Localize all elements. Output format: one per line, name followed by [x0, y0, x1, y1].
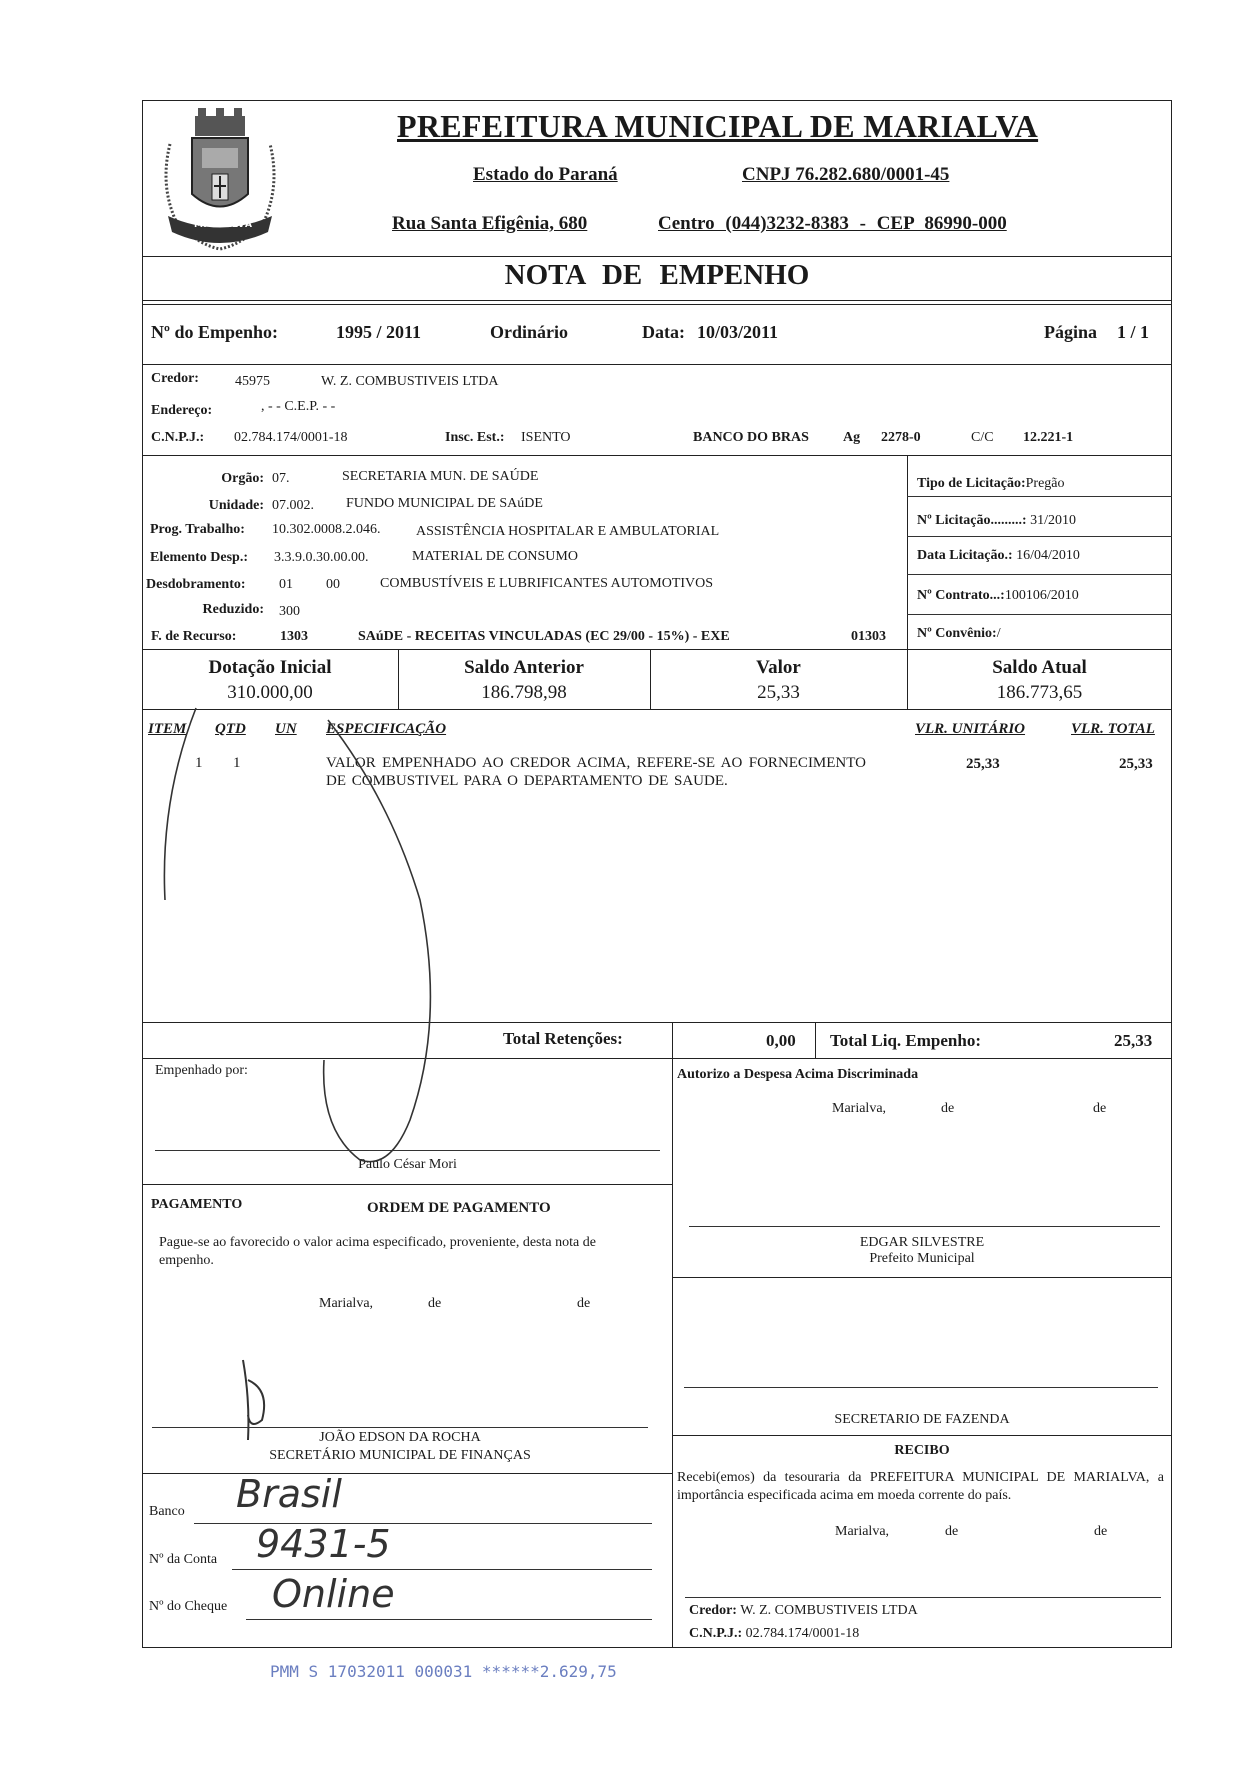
- pagamento-de-1: de: [428, 1296, 442, 1311]
- banco-label: Banco: [149, 1504, 185, 1519]
- col-header-vlr-total: VLR. TOTAL: [1071, 721, 1155, 737]
- street-label: Rua Santa Efigênia, 680: [392, 213, 588, 234]
- unidade-code: 07.002.: [272, 498, 314, 513]
- col-header-item: ITEM: [148, 721, 187, 737]
- recurso-code2: 01303: [851, 629, 886, 644]
- conta-label: Nº da Conta: [149, 1552, 218, 1567]
- licitacao-tipo-label: Tipo de Licitação:: [917, 476, 1026, 491]
- convenio: [917, 626, 1001, 642]
- autorizo-label: Autorizo a Despesa Acima Discriminada: [677, 1067, 919, 1082]
- crest-banner-text: MARIALVA: [194, 220, 253, 230]
- municipal-crest: [150, 104, 290, 254]
- saldo-anterior-value: 186.798,98: [481, 682, 567, 703]
- convenio-label: Nº Convênio:: [917, 626, 997, 641]
- recibo-de-1: de: [945, 1524, 959, 1539]
- reduzido-label: Reduzido:: [202, 602, 264, 617]
- col-header-un: UN: [275, 721, 297, 737]
- pagamento-label: PAGAMENTO: [151, 1197, 243, 1212]
- desdobramento-code1: 01: [279, 577, 293, 592]
- pagamento-de-2: de: [577, 1296, 591, 1311]
- recurso-code: 1303: [280, 629, 308, 644]
- elemento-label: Elemento Desp.:: [150, 550, 248, 565]
- orgao-name: SECRETARIA MUN. DE SAÚDE: [342, 469, 539, 484]
- orgao-code: 07.: [272, 471, 290, 486]
- empenho-label: Nº do Empenho:: [151, 322, 278, 342]
- cnpj-field-value: 02.784.174/0001-18: [234, 430, 348, 445]
- dotacao-inicial-label: Dotação Inicial: [208, 657, 332, 678]
- document-title: NOTA DE EMPENHO: [504, 259, 810, 291]
- agency-value: 2278-0: [881, 430, 921, 445]
- payment-stamp: PMM S 17032011 000031 ******2.629,75: [270, 1662, 617, 1681]
- convenio-value: /: [996, 626, 1001, 641]
- licitacao-numero-value: 31/2010: [1030, 513, 1076, 528]
- elemento-code: 3.3.9.0.30.00.00.: [274, 550, 369, 565]
- address-label: Centro (044)3232-8383 - CEP 86990-000: [658, 213, 1007, 234]
- licitacao-data-value: 16/04/2010: [1016, 548, 1080, 563]
- col-header-qtd: QTD: [215, 721, 246, 737]
- cheque-handwritten: Online: [272, 1572, 395, 1616]
- agency-label: Ag: [843, 430, 861, 445]
- recibo-title: RECIBO: [894, 1443, 950, 1458]
- prefeito-cargo: Prefeito Municipal: [869, 1251, 975, 1266]
- recibo-texto: Recebi(emos) da tesouraria da PREFEITURA MUNICIPAL DE MARIALVA, a importância especificada acima em moeda corrente do país.: [677, 1470, 1164, 1503]
- empenho-type: Ordinário: [490, 322, 569, 342]
- recurso-label: F. de Recurso:: [151, 629, 237, 644]
- prog-label: Prog. Trabalho:: [150, 522, 245, 537]
- recibo-de-2: de: [1094, 1524, 1108, 1539]
- prefeito-nome: EDGAR SILVESTRE: [859, 1235, 985, 1250]
- autorizo-city: Marialva,: [832, 1101, 887, 1116]
- liquido-label: Total Liq. Empenho:: [830, 1031, 981, 1050]
- valor-label: Valor: [756, 657, 801, 678]
- empenhado-por-nome: Paulo César Mori: [358, 1157, 457, 1172]
- item-especificacao: VALOR EMPENHADO AO CREDOR ACIMA, REFERE-SE AO FORNECIMENTO DE COMBUSTIVEL PARA O DEPARTAMENTO DE SAUDE.: [326, 755, 866, 789]
- retencoes-label: Total Retenções:: [503, 1029, 623, 1048]
- col-header-especificacao: ESPECIFICAÇÃO: [326, 721, 447, 737]
- bank-label: BANCO DO BRAS: [693, 430, 809, 445]
- recibo-cnpj-label: C.N.P.J.:: [689, 1626, 743, 1641]
- desdobramento-label: Desdobramento:: [146, 577, 246, 592]
- banco-handwritten: Brasil: [236, 1472, 342, 1516]
- elemento-name: MATERIAL DE CONSUMO: [412, 549, 578, 564]
- recibo-credor: [689, 1603, 918, 1619]
- retencoes-value: 0,00: [766, 1031, 796, 1050]
- licitacao-numero-label: Nº Licitação.........:: [917, 513, 1027, 528]
- contrato: [917, 588, 1079, 604]
- cheque-label: Nº do Cheque: [149, 1599, 228, 1614]
- contrato-label: Nº Contrato...:: [917, 588, 1005, 603]
- page-number: 1 / 1: [1117, 322, 1150, 342]
- item-qtd: 1: [233, 755, 241, 771]
- address-field-value: , - - C.E.P. - -: [261, 399, 336, 414]
- licitacao-tipo: [917, 476, 1065, 492]
- state-label: Estado do Paraná: [473, 164, 618, 185]
- recibo-cnpj-value: 02.784.174/0001-18: [745, 1626, 860, 1641]
- account-value: 12.221-1: [1023, 430, 1074, 445]
- item-vlr-unitario: 25,33: [966, 756, 1000, 772]
- item-number: 1: [195, 755, 203, 771]
- col-header-vlr-unitario: VLR. UNITÁRIO: [915, 721, 1026, 737]
- pagamento-city: Marialva,: [319, 1296, 374, 1311]
- licitacao-data: [917, 548, 1080, 564]
- secretario-fazenda: SECRETARIO DE FAZENDA: [834, 1412, 1010, 1427]
- saldo-atual-value: 186.773,65: [996, 682, 1083, 703]
- account-label: C/C: [971, 430, 994, 445]
- page-title: PREFEITURA MUNICIPAL DE MARIALVA: [397, 108, 1039, 144]
- desdobramento-code2: 00: [326, 577, 340, 592]
- secretario-cargo: SECRETÁRIO MUNICIPAL DE FINANÇAS: [269, 1448, 531, 1463]
- ordem-pagamento-label: ORDEM DE PAGAMENTO: [367, 1200, 551, 1216]
- orgao-label: Orgão:: [221, 471, 264, 486]
- saldo-anterior-label: Saldo Anterior: [464, 657, 584, 678]
- credor-name: W. Z. COMBUSTIVEIS LTDA: [321, 374, 499, 389]
- saldo-atual-label: Saldo Atual: [992, 657, 1087, 678]
- autorizo-de-1: de: [941, 1101, 955, 1116]
- cnpj-field-label: C.N.P.J.:: [151, 430, 205, 445]
- credor-code: 45975: [235, 374, 270, 389]
- empenho-number: 1995 / 2011: [336, 322, 422, 342]
- insc-label: Insc. Est.:: [445, 430, 505, 445]
- pagamento-texto: Pague-se ao favorecido o valor acima especificado, proveniente, desta nota de empenho.: [159, 1235, 596, 1268]
- page-label: Página: [1044, 322, 1098, 342]
- desdobramento-name: COMBUSTÍVEIS E LUBRIFICANTES AUTOMOTIVOS: [380, 576, 714, 591]
- reduzido-value: 300: [279, 604, 300, 619]
- cnpj-label: CNPJ 76.282.680/0001-45: [742, 164, 950, 185]
- licitacao-tipo-value: Pregão: [1025, 476, 1065, 491]
- unidade-name: FUNDO MUNICIPAL DE SAúDE: [346, 496, 543, 511]
- conta-handwritten: 9431-5: [256, 1522, 391, 1566]
- address-field-label: Endereço:: [151, 403, 213, 418]
- item-vlr-total: 25,33: [1119, 756, 1153, 772]
- recurso-name: SAúDE - RECEITAS VINCULADAS (EC 29/00 - 15%) - EXE: [358, 629, 730, 644]
- recibo-cnpj: [689, 1626, 859, 1642]
- empenho-date-label: Data:: [642, 322, 685, 342]
- secretario-nome: JOÃO EDSON DA ROCHA: [319, 1430, 481, 1445]
- licitacao-data-label: Data Licitação.:: [917, 548, 1013, 563]
- licitacao-numero: [917, 513, 1076, 529]
- autorizo-de-2: de: [1093, 1101, 1107, 1116]
- unidade-label: Unidade:: [208, 498, 264, 513]
- insc-value: ISENTO: [521, 430, 571, 445]
- dotacao-inicial-value: 310.000,00: [227, 682, 313, 703]
- contrato-value: 100106/2010: [1004, 588, 1079, 603]
- credor-label: Credor:: [151, 371, 199, 386]
- valor-value: 25,33: [757, 682, 800, 703]
- empenhado-por-label: Empenhado por:: [155, 1063, 248, 1078]
- prog-code: 10.302.0008.2.046.: [272, 522, 381, 537]
- prog-name: ASSISTÊNCIA HOSPITALAR E AMBULATORIAL: [416, 524, 720, 539]
- recibo-credor-label: Credor:: [689, 1603, 737, 1618]
- recibo-city: Marialva,: [835, 1524, 890, 1539]
- empenho-date: 10/03/2011: [697, 322, 779, 342]
- liquido-value: 25,33: [1114, 1031, 1153, 1050]
- recibo-credor-value: W. Z. COMBUSTIVEIS LTDA: [740, 1603, 918, 1618]
